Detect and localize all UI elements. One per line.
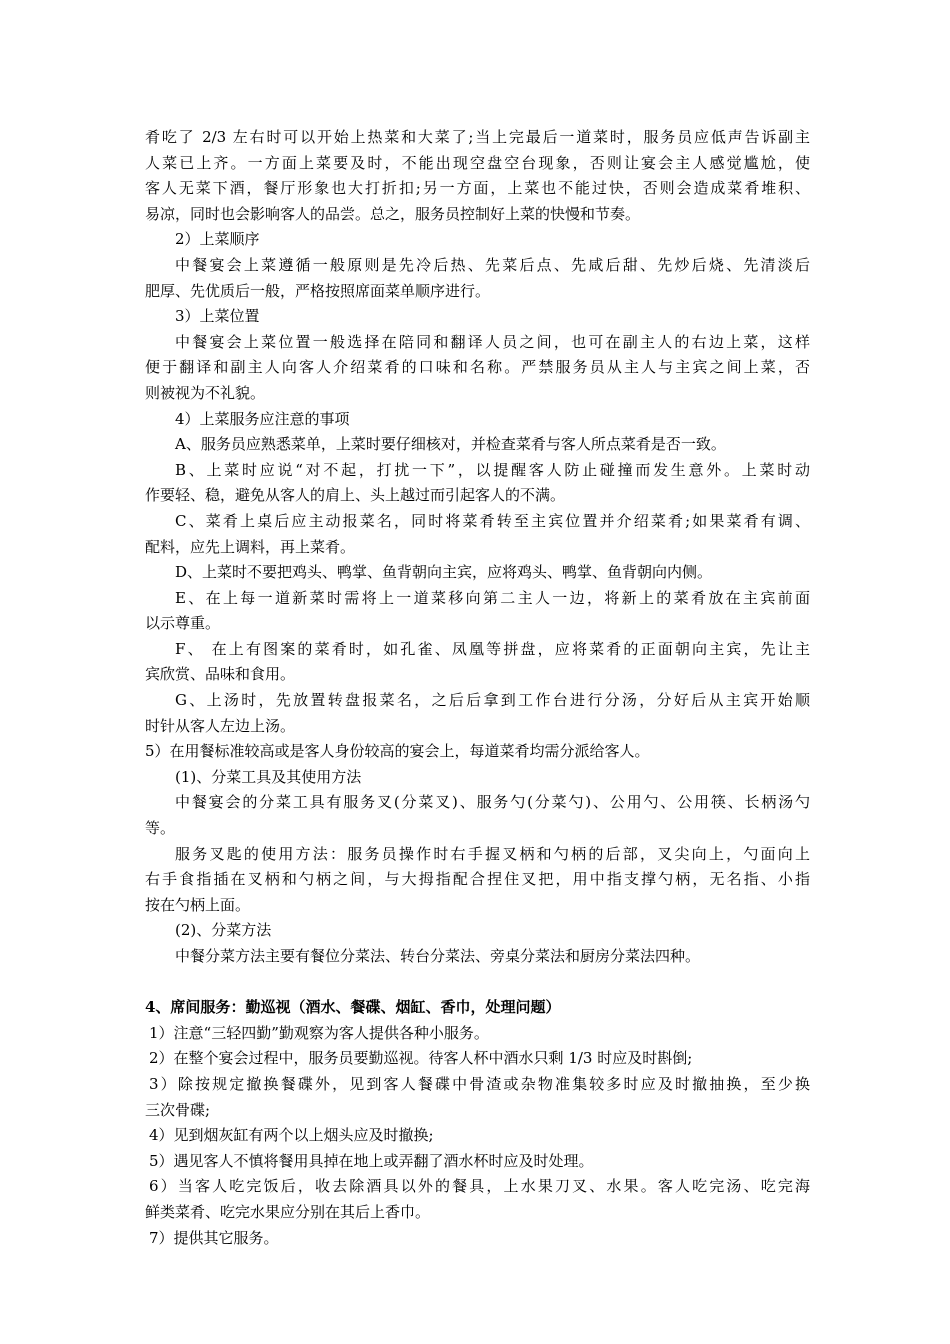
paragraph-line: 服务叉匙的使用方法：服务员操作时右手握叉柄和勺柄的后部，叉尖向上，勺面向上: [175, 844, 810, 863]
section-heading: 4、席间服务：勤巡视（酒水、餐碟、烟缸、香巾，处理问题）: [145, 998, 561, 1017]
paragraph-line: 肴吃了 2/3 左右时可以开始上热菜和大菜了;当上完最后一道菜时，服务员应低声告诉副主: [145, 128, 810, 146]
subheading-portioning: 5）在用餐标准较高或是客人身份较高的宴会上，每道菜肴均需分派给客人。: [145, 742, 650, 761]
paragraph-line: 右手食指插在叉柄和勺柄之间，与大拇指配合捏住叉把，用中指支撑勺柄，无名指、小指: [145, 870, 810, 889]
paragraph-line: 客人无菜下酒，餐厅形象也大打折扣;另一方面，上菜也不能过快，否则会造成菜肴堆积、: [145, 179, 810, 198]
paragraph-spacer: [145, 970, 810, 996]
document-page: [145, 125, 810, 1251]
paragraph-line: 中餐宴会上菜遵循一般原则是先冷后热、先菜后点、先咸后甜、先炒后烧、先清淡后: [175, 255, 810, 274]
paragraph-line: 便于翻译和副主人向客人介绍菜肴的口味和名称。严禁服务员从主人与主宾之间上菜，否: [145, 358, 810, 377]
subheading-methods: (2)、分菜方法: [175, 921, 272, 940]
paragraph-line: 按在勺柄上面。: [145, 895, 251, 914]
paragraph-line: 中餐分菜方法主要有餐位分菜法、转台分菜法、旁桌分菜法和厨房分菜法四种。: [175, 947, 701, 965]
paragraph-line: 作要轻、稳，避免从客人的肩上、头上越过而引起客人的不满。: [145, 486, 566, 505]
paragraph-line: 中餐宴会的分菜工具有服务叉(分菜叉)、服务勺(分菜勺)、公用勺、公用筷、长柄汤勺: [175, 793, 810, 812]
list-item: 4）见到烟灰缸有两个以上烟头应及时撤换;: [149, 1126, 434, 1145]
subheading-order: 2）上菜顺序: [175, 230, 260, 249]
paragraph-line: G、上汤时，先放置转盘报菜名，之后后拿到工作台进行分汤，分好后从主宾开始顺: [175, 691, 810, 710]
list-item: 6）当客人吃完饭后，收去除酒具以外的餐具，上水果刀叉、水果。客人吃完汤、吃完海: [149, 1177, 810, 1196]
list-item-continued: 三次骨碟;: [145, 1100, 211, 1119]
paragraph-line: 等。: [145, 819, 176, 838]
paragraph-line: 肥厚、先优质后一般，严格按照席面菜单顺序进行。: [145, 281, 491, 300]
subheading-position: 3）上菜位置: [175, 307, 260, 326]
paragraph-line: B、上菜时应说“对不起，打扰一下”，以提醒客人防止碰撞而发生意外。上菜时动: [175, 460, 810, 479]
paragraph-line: 中餐宴会上菜位置一般选择在陪同和翻译人员之间，也可在副主人的右边上菜，这样: [175, 332, 810, 351]
subheading-tools: (1)、分菜工具及其使用方法: [175, 767, 362, 786]
paragraph-line: 则被视为不礼貌。: [145, 383, 266, 402]
paragraph-line: F、 在上有图案的菜肴时，如孔雀、凤凰等拼盘，应将菜肴的正面朝向主宾，先让主: [175, 639, 810, 658]
paragraph-line: 易凉，同时也会影响客人的品尝。总之，服务员控制好上菜的快慢和节奏。: [145, 204, 641, 223]
list-item: 5）遇见客人不慎将餐用具掉在地上或弄翻了酒水杯时应及时处理。: [149, 1151, 594, 1170]
paragraph-line: 以示尊重。: [145, 614, 221, 633]
list-item: 2）在整个宴会过程中，服务员要勤巡视。待客人杯中酒水只剩 1/3 时应及时斟倒;: [149, 1049, 693, 1068]
paragraph-line: 宾欣赏、品味和食用。: [145, 665, 296, 684]
subheading-notes: 4）上菜服务应注意的事项: [175, 409, 350, 428]
list-item: 1）注意“三轻四勤”勤观察为客人提供各种小服务。: [149, 1023, 489, 1042]
paragraph-line: 人菜已上齐。一方面上菜要及时，不能出现空盘空台现象，否则让宴会主人感觉尴尬，使: [145, 153, 810, 172]
paragraph-line: A、服务员应熟悉菜单，上菜时要仔细核对，并检查菜肴与客人所点菜肴是否一致。: [175, 435, 726, 454]
paragraph-line: E、在上每一道新菜时需将上一道菜移向第二主人一边，将新上的菜肴放在主宾前面: [175, 588, 810, 607]
paragraph-line: 时针从客人左边上汤。: [145, 716, 296, 735]
list-item: 3）除按规定撤换餐碟外，见到客人餐碟中骨渣或杂物准集较多时应及时撤抽换，至少换: [149, 1074, 810, 1093]
list-item-continued: 鲜类菜肴、吃完水果应分别在其后上香巾。: [145, 1202, 431, 1221]
paragraph-line: D、上菜时不要把鸡头、鸭掌、鱼背朝向主宾，应将鸡头、鸭掌、鱼背朝向内侧。: [175, 563, 713, 582]
list-item: 7）提供其它服务。: [149, 1228, 279, 1247]
paragraph-line: C、菜肴上桌后应主动报菜名，同时将菜肴转至主宾位置并介绍菜肴;如果菜肴有调、: [175, 511, 810, 530]
paragraph-line: 配料，应先上调料，再上菜肴。: [145, 537, 356, 556]
